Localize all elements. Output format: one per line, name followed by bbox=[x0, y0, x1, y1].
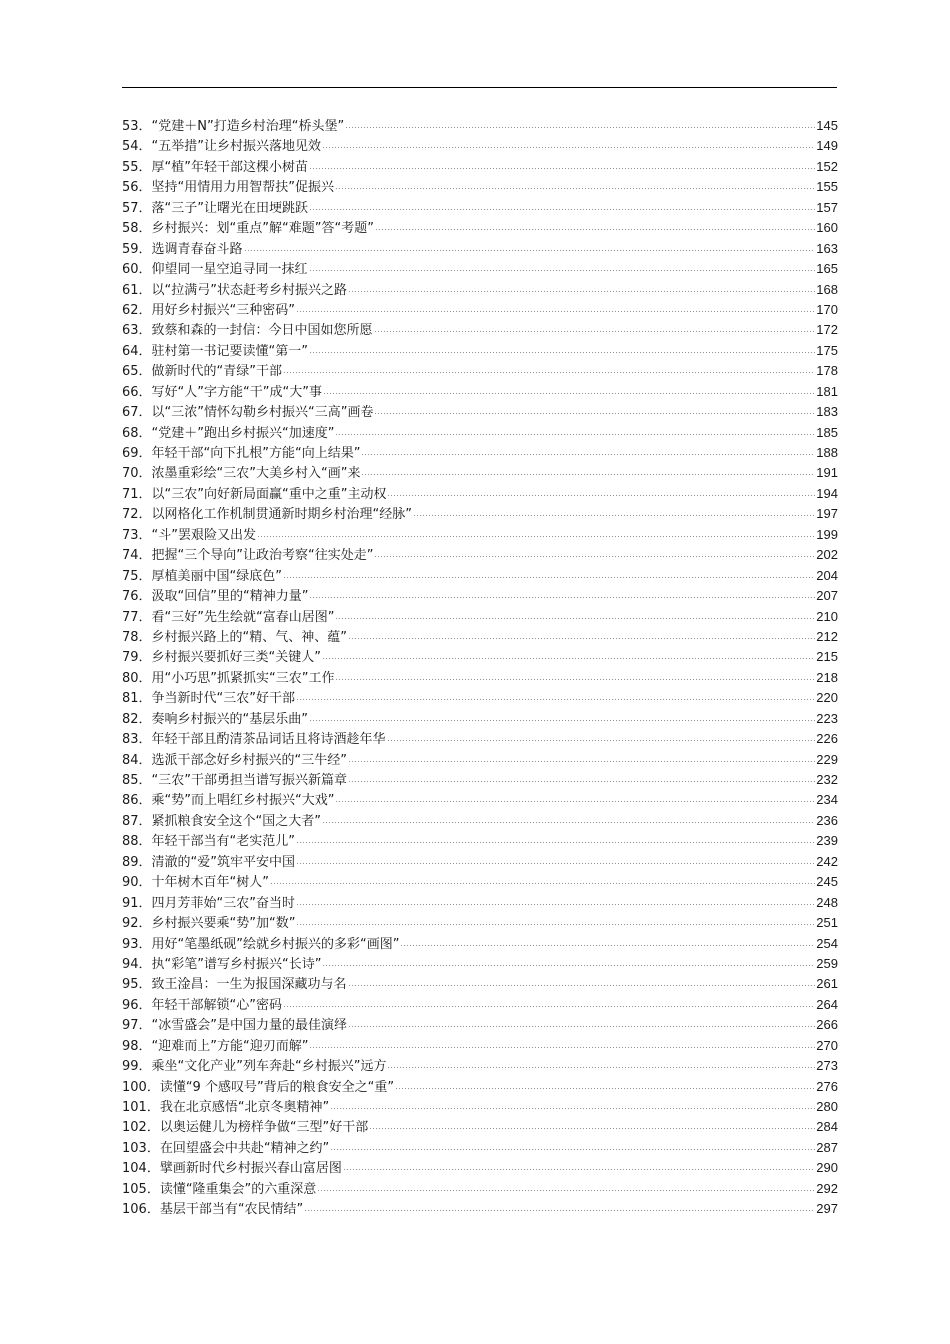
toc-dot-leader bbox=[348, 291, 815, 292]
toc-dot-leader bbox=[369, 1128, 815, 1129]
toc-entry-page-number[interactable]: 226 bbox=[816, 731, 838, 747]
toc-entry[interactable] bbox=[122, 361, 838, 381]
toc-entry-page-number[interactable]: 270 bbox=[816, 1037, 838, 1053]
toc-entry-page-number[interactable]: 163 bbox=[816, 240, 838, 256]
toc-dot-leader bbox=[348, 985, 816, 986]
toc-entry[interactable] bbox=[122, 423, 838, 443]
toc-entry-page-number[interactable]: 266 bbox=[816, 1017, 838, 1033]
toc-dot-leader bbox=[283, 372, 815, 373]
toc-dot-leader bbox=[348, 1026, 815, 1027]
toc-entry-title[interactable]: 66．写好“人”字方能“干”成“大”事 bbox=[122, 384, 322, 400]
toc-entry-page-number[interactable]: 188 bbox=[816, 445, 838, 460]
toc-entry-title[interactable]: 76．汲取“回信”里的“精神力量” bbox=[122, 589, 309, 605]
toc-entry[interactable] bbox=[122, 750, 838, 770]
toc-entry-title[interactable]: 79．乡村振兴要抓好三类“关键人” bbox=[122, 650, 322, 666]
toc-entry-title[interactable]: 84．选派干部念好乡村振兴的“三牛经” bbox=[122, 752, 348, 768]
toc-entry-title[interactable]: 82．奏响乡村振兴的“基层乐曲” bbox=[122, 711, 309, 727]
toc-dot-leader bbox=[335, 801, 815, 802]
toc-dot-leader bbox=[387, 740, 816, 741]
toc-entry-title[interactable]: 95．致王淦昌：一生为报国深藏功与名 bbox=[122, 977, 347, 993]
toc-entry[interactable] bbox=[122, 974, 838, 994]
toc-entry-page-number[interactable]: 155 bbox=[816, 179, 838, 195]
toc-entry-title[interactable]: 99．乘坐“文化产业”列车奔赴“乡村振兴”远方 bbox=[122, 1059, 387, 1075]
toc-dot-leader bbox=[323, 393, 815, 394]
toc-dot-leader bbox=[343, 1169, 815, 1170]
toc-dot-leader bbox=[309, 168, 815, 169]
toc-entry-page-number[interactable]: 170 bbox=[816, 301, 838, 317]
toc-entry-title[interactable]: 91．四月芳菲始“三农”奋当时 bbox=[122, 895, 296, 911]
toc-entry-title[interactable]: 53．“党建＋N”打造乡村治理“桥头堡” bbox=[122, 119, 345, 134]
toc-entry-title[interactable]: 97．“冰雪盛会”是中国力量的最佳演绎 bbox=[122, 1018, 348, 1034]
toc-entry-title[interactable]: 69．年轻干部“向下扎根”方能“向上结果” bbox=[122, 446, 361, 461]
toc-entry-page-number[interactable]: 178 bbox=[816, 363, 838, 379]
toc-dot-leader bbox=[296, 924, 815, 925]
toc-entry[interactable] bbox=[122, 586, 838, 606]
toc-entry[interactable] bbox=[122, 668, 838, 688]
toc-entry[interactable] bbox=[122, 545, 838, 565]
toc-dot-leader bbox=[270, 883, 815, 884]
toc-entry-title[interactable]: 88．年轻干部当有“老实范儿” bbox=[122, 834, 296, 850]
toc-entry[interactable] bbox=[122, 1036, 838, 1056]
toc-entry-title[interactable]: 83．年轻干部且酌清茶品词话且将诗酒趁年华 bbox=[122, 732, 386, 748]
toc-entry[interactable] bbox=[122, 341, 838, 361]
toc-dot-leader bbox=[304, 1210, 815, 1211]
toc-entry[interactable] bbox=[122, 1158, 838, 1178]
toc-entry-page-number[interactable]: 259 bbox=[816, 955, 838, 971]
toc-entry-page-number[interactable]: 165 bbox=[816, 261, 838, 277]
toc-entry[interactable] bbox=[122, 1138, 838, 1158]
toc-entry-page-number[interactable]: 181 bbox=[816, 383, 838, 399]
toc-entry-page-number[interactable]: 264 bbox=[816, 996, 838, 1012]
toc-entry-title[interactable]: 65．做新时代的“青绿”干部 bbox=[122, 364, 283, 380]
toc-entry[interactable] bbox=[122, 934, 838, 954]
toc-entry-page-number[interactable]: 297 bbox=[816, 1201, 838, 1217]
toc-entry[interactable] bbox=[122, 1056, 838, 1076]
toc-entry[interactable] bbox=[122, 177, 838, 197]
toc-entry[interactable] bbox=[122, 1117, 838, 1137]
toc-entry[interactable] bbox=[122, 688, 838, 708]
toc-dot-leader bbox=[348, 781, 815, 782]
toc-entry-page-number[interactable]: 199 bbox=[816, 526, 838, 542]
table-of-contents bbox=[122, 116, 838, 1220]
toc-entry-page-number[interactable]: 236 bbox=[816, 812, 838, 828]
toc-entry-title[interactable]: 89．清澈的“爱”筑牢平安中国 bbox=[122, 854, 296, 870]
toc-entry[interactable] bbox=[122, 995, 838, 1015]
toc-dot-leader bbox=[335, 618, 815, 619]
toc-entry[interactable] bbox=[122, 320, 838, 340]
toc-dot-leader bbox=[374, 556, 815, 557]
toc-entry-title[interactable]: 80．用“小巧思”抓紧抓实“三农”工作 bbox=[122, 670, 335, 686]
toc-entry-page-number[interactable]: 223 bbox=[816, 710, 838, 726]
toc-dot-leader bbox=[309, 352, 815, 353]
toc-dot-leader bbox=[257, 536, 815, 537]
toc-dot-leader bbox=[374, 413, 815, 414]
toc-entry-title[interactable]: 94．执“彩笔”谱写乡村振兴“长诗” bbox=[122, 956, 322, 972]
toc-entry-page-number[interactable]: 157 bbox=[816, 199, 838, 215]
toc-entry-title[interactable]: 60．仰望同一星空追寻同一抹红 bbox=[122, 262, 308, 278]
toc-entry[interactable] bbox=[122, 198, 838, 218]
toc-entry[interactable] bbox=[122, 770, 838, 790]
toc-entry-title[interactable]: 57．落“三子”让曙光在田埂跳跃 bbox=[122, 200, 309, 216]
toc-entry-page-number[interactable]: 194 bbox=[816, 485, 838, 501]
toc-entry-title[interactable]: 72．以网格化工作机制贯通新时期乡村治理“经脉” bbox=[122, 507, 413, 523]
toc-entry-page-number[interactable]: 202 bbox=[816, 547, 838, 563]
toc-entry[interactable] bbox=[122, 811, 838, 831]
toc-entry-page-number[interactable]: 280 bbox=[816, 1099, 838, 1114]
toc-entry[interactable] bbox=[122, 647, 838, 667]
toc-entry-page-number[interactable]: 287 bbox=[816, 1139, 838, 1155]
toc-dot-leader bbox=[309, 270, 816, 271]
toc-entry[interactable] bbox=[122, 1199, 838, 1219]
toc-entry[interactable] bbox=[122, 607, 838, 627]
toc-entry[interactable] bbox=[122, 504, 838, 524]
toc-entry-page-number[interactable]: 175 bbox=[816, 342, 838, 358]
toc-entry-title[interactable]: 98．“迎难而上”方能“迎刃而解” bbox=[122, 1038, 309, 1054]
toc-dot-leader bbox=[345, 127, 815, 128]
toc-entry-page-number[interactable]: 290 bbox=[816, 1160, 838, 1176]
toc-entry-page-number[interactable]: 273 bbox=[816, 1058, 838, 1074]
toc-dot-leader bbox=[322, 147, 815, 148]
toc-entry[interactable] bbox=[122, 218, 838, 238]
toc-entry-title[interactable]: 102．以奥运健儿为榜样争做“三型”好干部 bbox=[122, 1120, 369, 1136]
toc-entry[interactable] bbox=[122, 443, 838, 463]
toc-entry-title[interactable]: 81．争当新时代“三农”好干部 bbox=[122, 691, 296, 707]
toc-entry[interactable] bbox=[122, 1015, 838, 1035]
toc-entry-title[interactable]: 85．“三农”干部勇担当谱写振兴新篇章 bbox=[122, 773, 348, 788]
toc-entry-page-number[interactable]: 254 bbox=[816, 935, 838, 951]
toc-entry-page-number[interactable]: 239 bbox=[816, 833, 838, 849]
toc-entry-title[interactable]: 100．读懂“9 个感叹号”背后的粮食安全之“重” bbox=[122, 1079, 395, 1095]
toc-entry[interactable] bbox=[122, 831, 838, 851]
toc-entry-page-number[interactable]: 197 bbox=[816, 506, 838, 522]
toc-entry-page-number[interactable]: 218 bbox=[816, 669, 838, 685]
toc-entry-title[interactable]: 73．“斗”罢艰险又出发 bbox=[122, 527, 257, 543]
toc-entry-page-number[interactable]: 212 bbox=[816, 628, 838, 644]
toc-entry[interactable] bbox=[122, 382, 838, 402]
toc-entry-title[interactable]: 59．选调青春奋斗路 bbox=[122, 241, 243, 257]
toc-dot-leader bbox=[361, 474, 815, 475]
toc-entry-page-number[interactable]: 149 bbox=[816, 138, 838, 154]
toc-dot-leader bbox=[283, 1006, 815, 1007]
toc-entry-page-number[interactable]: 215 bbox=[816, 649, 838, 665]
toc-entry[interactable] bbox=[122, 259, 838, 279]
toc-entry[interactable] bbox=[122, 300, 838, 320]
toc-dot-leader bbox=[296, 311, 815, 312]
toc-entry-title[interactable]: 54．“五举措”让乡村振兴落地见效 bbox=[122, 139, 322, 155]
toc-entry[interactable] bbox=[122, 402, 838, 422]
toc-entry[interactable] bbox=[122, 1097, 838, 1117]
toc-entry-page-number[interactable]: 284 bbox=[816, 1119, 838, 1135]
toc-entry-page-number[interactable]: 210 bbox=[816, 608, 838, 624]
toc-entry-page-number[interactable]: 232 bbox=[816, 772, 838, 787]
toc-entry-page-number[interactable]: 229 bbox=[816, 751, 838, 767]
toc-dot-leader bbox=[322, 658, 815, 659]
toc-dot-leader bbox=[309, 720, 815, 721]
toc-dot-leader bbox=[335, 188, 815, 189]
toc-entry[interactable] bbox=[122, 729, 838, 749]
toc-dot-leader bbox=[374, 331, 816, 332]
toc-dot-leader bbox=[296, 699, 815, 700]
toc-entry-title[interactable]: 58．乡村振兴：划“重点”解“难题”答“考题” bbox=[122, 221, 374, 237]
toc-dot-leader bbox=[317, 1190, 815, 1191]
toc-entry-page-number[interactable]: 145 bbox=[816, 118, 838, 133]
toc-entry[interactable] bbox=[122, 157, 838, 177]
toc-dot-leader bbox=[296, 842, 815, 843]
toc-dot-leader bbox=[335, 679, 815, 680]
toc-dot-leader bbox=[244, 250, 816, 251]
toc-entry[interactable] bbox=[122, 627, 838, 647]
toc-entry-title[interactable]: 93．用好“笔墨纸砚”绘就乡村振兴的多彩“画图” bbox=[122, 936, 400, 952]
toc-dot-leader bbox=[330, 1108, 815, 1109]
toc-entry-title[interactable]: 74．把握“三个导向”让政治考察“往实处走” bbox=[122, 548, 374, 564]
toc-entry-title[interactable]: 87．紧抓粮食安全这个“国之大者” bbox=[122, 813, 322, 829]
toc-entry-page-number[interactable]: 220 bbox=[816, 690, 838, 706]
toc-entry-page-number[interactable]: 261 bbox=[816, 976, 838, 992]
toc-dot-leader bbox=[400, 945, 815, 946]
toc-entry[interactable] bbox=[122, 1179, 838, 1199]
toc-entry-page-number[interactable]: 160 bbox=[816, 220, 838, 236]
toc-entry-page-number[interactable]: 204 bbox=[816, 567, 838, 583]
toc-entry[interactable] bbox=[122, 709, 838, 729]
toc-entry-title[interactable]: 78．乡村振兴路上的“精、气、神、蕴” bbox=[122, 629, 348, 645]
toc-dot-leader bbox=[395, 1088, 815, 1089]
toc-entry[interactable] bbox=[122, 280, 838, 300]
toc-entry-page-number[interactable]: 191 bbox=[816, 465, 838, 481]
toc-entry-title[interactable]: 68．“党建＋”跑出乡村振兴“加速度” bbox=[122, 425, 335, 441]
toc-entry-title[interactable]: 104．擘画新时代乡村振兴春山富居图 bbox=[122, 1161, 342, 1177]
toc-entry-page-number[interactable]: 276 bbox=[816, 1078, 838, 1094]
toc-entry-title[interactable]: 75．厚植美丽中国“绿底色” bbox=[122, 568, 283, 584]
toc-entry-title[interactable]: 64．驻村第一书记要读懂“第一” bbox=[122, 343, 309, 359]
toc-dot-leader bbox=[348, 761, 815, 762]
toc-entry[interactable] bbox=[122, 852, 838, 872]
toc-dot-leader bbox=[309, 209, 815, 210]
toc-dot-leader bbox=[296, 863, 815, 864]
toc-entry-title[interactable]: 70．浓墨重彩绘“三农”大美乡村入“画”来 bbox=[122, 466, 361, 482]
toc-entry-page-number[interactable]: 242 bbox=[816, 853, 838, 869]
toc-entry-page-number[interactable]: 245 bbox=[816, 874, 838, 890]
toc-entry-title[interactable]: 106．基层干部当有“农民情结” bbox=[122, 1202, 304, 1218]
toc-dot-leader bbox=[322, 822, 815, 823]
toc-entry-title[interactable]: 96．年轻干部解锁“心”密码 bbox=[122, 997, 283, 1013]
toc-entry-page-number[interactable]: 185 bbox=[816, 424, 838, 440]
toc-entry-page-number[interactable]: 152 bbox=[816, 158, 838, 174]
toc-dot-leader bbox=[375, 229, 815, 230]
toc-dot-leader bbox=[335, 434, 815, 435]
toc-entry-page-number[interactable]: 172 bbox=[816, 322, 838, 338]
toc-dot-leader bbox=[348, 638, 815, 639]
toc-entry-title[interactable]: 90．十年树木百年“树人” bbox=[122, 875, 270, 891]
toc-entry[interactable] bbox=[122, 116, 838, 136]
toc-entry-title[interactable]: 92．乡村振兴要乘“势”加“数” bbox=[122, 916, 296, 932]
toc-entry-title[interactable]: 55．厚“植”年轻干部这棵小树苗 bbox=[122, 159, 309, 175]
toc-entry-page-number[interactable]: 292 bbox=[816, 1180, 838, 1196]
toc-dot-leader bbox=[330, 1149, 815, 1150]
header-rule bbox=[122, 87, 837, 88]
toc-entry-title[interactable]: 71．以“三农”向好新局面赢“重中之重”主动权 bbox=[122, 486, 387, 502]
toc-entry-title[interactable]: 86．乘“势”而上唱红乡村振兴“大戏” bbox=[122, 793, 335, 809]
toc-entry-page-number[interactable]: 248 bbox=[816, 894, 838, 910]
toc-entry[interactable] bbox=[122, 893, 838, 913]
toc-entry-page-number[interactable]: 168 bbox=[816, 281, 838, 297]
toc-entry-page-number[interactable]: 234 bbox=[816, 792, 838, 808]
toc-dot-leader bbox=[387, 1067, 815, 1068]
toc-entry[interactable] bbox=[122, 566, 838, 586]
toc-entry[interactable] bbox=[122, 484, 838, 504]
toc-entry-page-number[interactable]: 251 bbox=[816, 915, 838, 931]
toc-entry[interactable] bbox=[122, 954, 838, 974]
toc-entry-page-number[interactable]: 183 bbox=[816, 404, 838, 420]
toc-dot-leader bbox=[309, 1047, 815, 1048]
toc-dot-leader bbox=[283, 577, 815, 578]
toc-entry-title[interactable]: 56．坚持“用情用力用智帮扶”促振兴 bbox=[122, 180, 335, 196]
toc-entry-title[interactable]: 67．以“三浓”情怀勾勒乡村振兴“三高”画卷 bbox=[122, 405, 374, 421]
toc-entry-title[interactable]: 101．我在北京感悟“北京冬奥精神” bbox=[122, 1100, 330, 1115]
toc-entry-title[interactable]: 62．用好乡村振兴“三种密码” bbox=[122, 302, 296, 318]
toc-entry[interactable] bbox=[122, 1077, 838, 1097]
toc-dot-leader bbox=[361, 454, 815, 455]
toc-entry[interactable] bbox=[122, 136, 838, 156]
toc-entry[interactable] bbox=[122, 525, 838, 545]
toc-dot-leader bbox=[309, 597, 815, 598]
toc-entry[interactable] bbox=[122, 239, 838, 259]
toc-entry-title[interactable]: 105．读懂“隆重集会”的六重深意 bbox=[122, 1181, 317, 1197]
toc-dot-leader bbox=[322, 965, 815, 966]
toc-dot-leader bbox=[387, 495, 815, 496]
toc-entry[interactable] bbox=[122, 872, 838, 892]
toc-entry-title[interactable]: 63．致蔡和森的一封信：今日中国如您所愿 bbox=[122, 323, 373, 339]
toc-entry-page-number[interactable]: 207 bbox=[816, 588, 838, 604]
toc-entry-title[interactable]: 103．在回望盛会中共赴“精神之约” bbox=[122, 1140, 330, 1156]
toc-entry-title[interactable]: 77．看“三好”先生绘就“富春山居图” bbox=[122, 609, 335, 625]
toc-entry[interactable] bbox=[122, 463, 838, 483]
toc-entry[interactable] bbox=[122, 913, 838, 933]
toc-dot-leader bbox=[413, 515, 815, 516]
toc-dot-leader bbox=[296, 904, 815, 905]
toc-entry[interactable] bbox=[122, 790, 838, 810]
toc-entry-title[interactable]: 61．以“拉满弓”状态赶考乡村振兴之路 bbox=[122, 282, 348, 298]
